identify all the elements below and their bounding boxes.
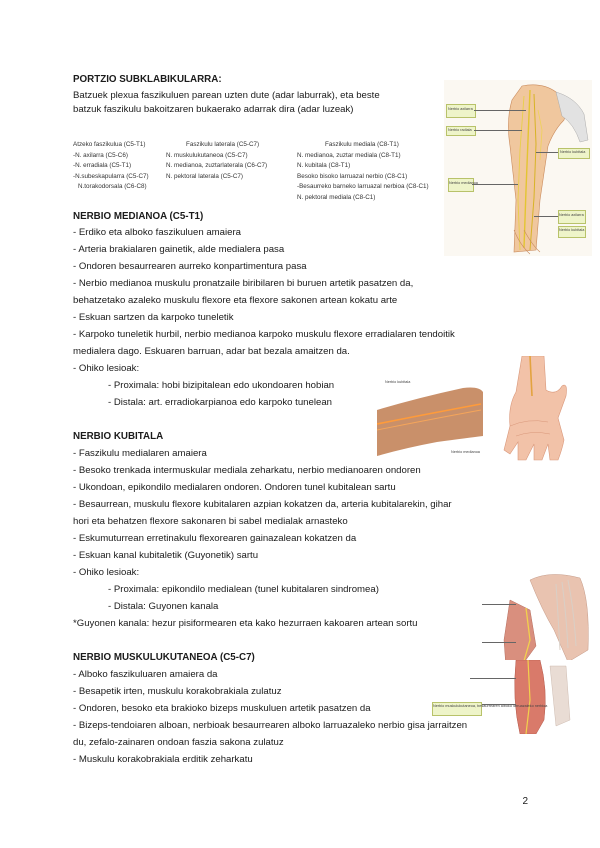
body-line: - Ondoren, besoko eta brakioko bizeps muskuluen artetik pasatzen da [73, 703, 371, 714]
fascicle-item: -N. axilarra (C5-C6) [73, 151, 128, 159]
body-line: - Erdiko eta alboko faszikuluen amaiera [73, 227, 241, 238]
figure-label: Nerbio axilarra [448, 107, 473, 111]
figure-label: Nerbio muskulukutaneoa, besaurrearen alboko larruazaleko nerbioa [433, 704, 548, 708]
fascicle-item: N.torakodorsala (C6-C8) [78, 183, 147, 190]
fascicle-item: -N. erradiala (C5-T1) [73, 162, 132, 169]
body-line: batzuk faszikulu bakoitzaren bukaerako adarrak dira (adar luzeak) [73, 104, 354, 115]
body-line: - Ondoren besaurrearen aurreko konpartimentura pasa [73, 261, 307, 272]
note-line: *Guyonen kanala: hezur pisiformearen eta kako hezurraen kakoaren artean sortu [73, 618, 418, 629]
fascicle-item: -N.subeskapularra (C5-C7) [73, 172, 149, 180]
body-line: - Ohiko lesioak: [73, 363, 140, 374]
fascicle-header: Faszikulu mediala (C8-T1) [325, 141, 399, 148]
section-heading-kubitala: NERBIO KUBITALA [73, 431, 164, 442]
body-line: behatzetako azaleko muskulu flexore eta flexore sakonen artean kokatu arte [73, 295, 398, 306]
body-line: Batzuek plexua faszikuluen parean uzten dute (adar laburrak), eta beste [73, 90, 380, 101]
fascicle-header: Atzeko faszikulua (C5-T1) [73, 141, 146, 148]
hand-palm-figure [492, 356, 574, 466]
figure-label: Nerbio kubitala [385, 380, 411, 384]
body-line: - Eskuan sartzen da karpoko tuneletik [73, 312, 234, 323]
lesion-line: - Proximala: epikondilo medialean (tunel kubitalaren sindromea) [108, 584, 379, 595]
fascicle-item: -Besaurreko barneko larruazal nerbioa (C8-C1) [297, 183, 429, 190]
body-line: du, zefalo-zainaren ondoan faszia sakona zulatuz [73, 737, 284, 748]
figure-label: Nerbio kubitala [559, 228, 585, 232]
body-line: - Faszikulu medialaren amaiera [73, 448, 207, 459]
figure-label: Nerbio radiala [448, 128, 472, 132]
fascicle-column-medial [297, 140, 429, 203]
body-line: - Eskumuturrean erretinakulu flexorearen gainazalean kokatzen da [73, 533, 357, 544]
fascicle-header: Faszikulu laterala (C5-C7) [186, 141, 260, 148]
figure-label: Nerbio medianoa [449, 181, 478, 185]
body-line: - Arteria brakialaren gainetik, alde medialera pasa [73, 244, 285, 255]
lesion-line: - Proximala: hobi bizipitalean edo ukondoaren hobian [108, 380, 335, 391]
ulnar-nerve-figure [470, 560, 594, 670]
body-line: - Karpoko tuneletik hurbil, nerbio medianoa karpoko muskulu flexore erradialaren tendoitik [73, 329, 455, 340]
fascicle-column-posterior [73, 140, 149, 193]
body-line: - Alboko faszikuluaren amaiera da [73, 669, 218, 680]
forearm-median-nerve-figure [377, 376, 485, 460]
section-heading-medianoa: NERBIO MEDIANOA (C5-T1) [73, 211, 204, 222]
body-line: - Ohiko lesioak: [73, 567, 140, 578]
body-line: - Ukondoan, epikondilo medialaren ondoren. Ondoren tunel kubitalean sartu [73, 482, 396, 493]
body-line: - Bizeps-tendoiaren alboan, nerbioak besaurrearen alboko larruazaleko nerbio gisa jarraitzen [73, 720, 468, 731]
body-line: - Eskuan kanal kubitaletik (Guyonetik) sartu [73, 550, 259, 561]
figure-label: Nerbio kubitala [560, 150, 586, 154]
fascicle-item: N. pektoral mediala (C8-C1) [297, 193, 376, 201]
fascicle-item: Besoko bisoko larruazal nerbio (C8-C1) [297, 172, 408, 180]
fascicle-item: N. kubitala (C8-T1) [297, 162, 351, 169]
musculocutaneous-nerve-figure [433, 660, 590, 734]
body-line: - Nerbio medianoa muskulu pronatzaile biribilaren bi buruen artetik pasatzen da, [73, 278, 414, 289]
figure-label: Nerbio axilarra [559, 213, 584, 217]
section-heading-portzio: PORTZIO SUBKLABIKULARRA: [73, 74, 222, 85]
fascicle-column-lateral [166, 140, 267, 182]
body-line: - Besoko trenkada intermuskular mediala zeharkatu, nerbio medianoaren ondoren [73, 465, 421, 476]
page-number: 2 [522, 796, 528, 807]
figure-label: Nerbio medianoa [451, 450, 480, 454]
fascicle-item: N. muskulukutaneoa (C5-C7) [166, 151, 248, 159]
body-line: medialera dago. Eskuaren barruan, adar bat bezala amaitzen da. [73, 346, 350, 357]
lesion-line: - Distala: art. erradiokarpianoa edo karpoko tunelean [108, 397, 332, 408]
upper-limb-nerves-figure [444, 80, 592, 256]
fascicle-item: N. pektoral laterala (C5-C7) [166, 172, 243, 180]
body-line: - Besapetik irten, muskulu korakobrakiala zulatuz [73, 686, 282, 697]
body-line: - Besaurrean, muskulu flexore kubitalaren azpian kokatzen da, arteria kubitalarekin, gihar [73, 499, 452, 510]
fascicle-item: N. medianoa, zuztarlaterala (C6-C7) [166, 162, 268, 169]
body-line: hori eta behatzen flexore sakonaren bi sabel medialak arnasteko [73, 516, 348, 527]
lesion-line: - Distala: Guyonen kanala [108, 601, 219, 612]
body-line: - Muskulu korakobrakiala erditik zeharkatu [73, 754, 253, 765]
fascicle-item: N. medianoa, zuztar mediala (C8-T1) [297, 151, 401, 159]
section-heading-muskulukutaneoa: NERBIO MUSKULUKUTANEOA (C5-C7) [73, 652, 255, 663]
